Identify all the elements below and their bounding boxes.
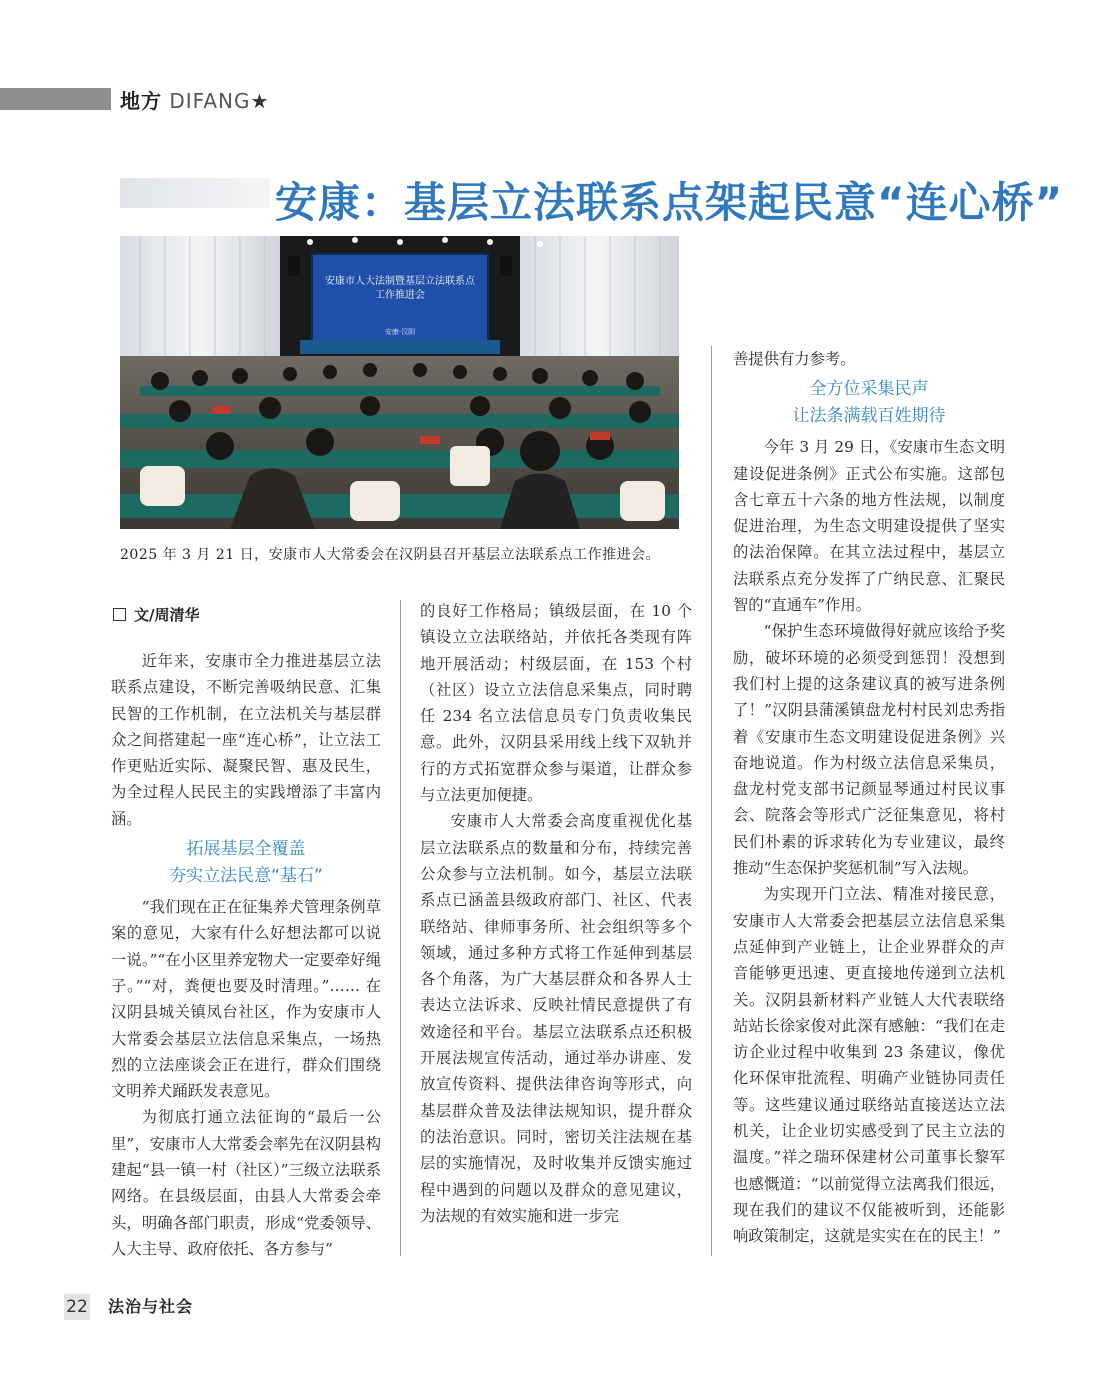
paragraph: 的良好工作格局；镇级层面，在 10 个镇设立立法联络站，并依托各类现有阵地开展活动；村级层面，在 153 个村（社区）设立立法信息采集点，同时聘任 234 名立法信息员专门负责收集民意。此外，汉阴县采用线上线下双轨并行的方式拓宽群众参与渠道，让群众参与立法更加便捷。: [420, 602, 692, 805]
paragraph: 为实现开门立法、精准对接民意，安康市人大常委会把基层立法信息采集点延伸到产业链上，让企业界群众的声音能够更迅速、更直接地传递到立法机关。汉阴县新材料产业链人大代表联络站站长徐家俊对此深有感触：“我们在走访企业过程中收集到 23 条建议，像优化环保审批流程、明确产业链协同责任等。这些建议通过联络站直接送达立法机关，让企业切实感受到了民主立法的温度。”祥之瑞环保建材公司董事长黎军也感慨道：“以前觉得立法离我们很远，现在我们的建议不仅能被听到，还能影响政策制定，这就是实实在在的民主！”: [733, 885, 1005, 1246]
author-name: 文/周清华: [134, 606, 200, 624]
paragraph: 今年 3 月 29 日，《安康市生态文明建设促进条例》正式公布实施。这部包含七章五十六条的地方性法规，以制度促进治理，为生态文明建设提供了坚实的法治保障。在其立法过程中，基层立法联系点充分发挥了广纳民意、汇聚民智的“直通车”作用。: [733, 438, 1005, 615]
section-cn: 地方: [120, 89, 162, 113]
section-bar: [0, 88, 111, 110]
paragraph: 善提供有力参考。: [733, 350, 856, 368]
subheading-2-line-1: 全方位采集民声: [809, 379, 929, 400]
column-divider: [400, 600, 401, 1256]
photo-caption: 2025 年 3 月 21 日，安康市人大常委会在汉阴县召开基层立法联系点工作推进会。: [120, 547, 661, 563]
subheading-1-line-2: 夯实立法民意“基石”: [169, 866, 323, 887]
article-title: 安康：基层立法联系点架起民意“连心桥”: [275, 178, 1064, 227]
screen-text-3: 安康·汉阴: [384, 328, 416, 336]
column-2: [420, 598, 692, 1229]
meeting-photo: [120, 236, 679, 529]
subheading-1-line-1: 拓展基层全覆盖: [186, 839, 306, 860]
column-3: [733, 346, 1005, 1250]
section-en: DIFANG: [169, 89, 251, 113]
subheading-1: [111, 836, 381, 890]
author-line: [113, 604, 199, 625]
paragraph: 近年来，安康市全力推进基层立法联系点建设，不断完善吸纳民意、汇集民智的工作机制，在立法机关与基层群众之间搭建起一座“连心桥”，让立法工作更贴近实际、凝聚民智、惠及民生，为全过程人民民主的实践增添了丰富内涵。: [111, 652, 381, 828]
subheading-2-line-2: 让法条满载百姓期待: [792, 406, 946, 427]
screen-text-2: 工作推进会: [375, 290, 425, 301]
section-label: [120, 85, 269, 114]
screen-text-1: 安康市人大法制暨基层立法联系点: [325, 276, 475, 287]
paragraph: 安康市人大常委会高度重视优化基层立法联系点的数量和分布，持续完善公众参与立法机制。如今，基层立法联系点已涵盖县级政府部门、社区、代表联络站、律师事务所、社会组织等多个领域，通过多种方式将工作延伸到基层各个角落，为广大基层群众和各界人士表达立法诉求、反映社情民意提供了有效途径和平台。基层立法联系点还积极开展法规宣传活动，通过举办讲座、发放宣传资料、提供法律咨询等形式，向基层群众普及法律法规知识，提升群众的法治意识。同时，密切关注法规在基层的实施情况，及时收集并反馈实施过程中遇到的问题以及群众的意见建议，为法规的有效实施和进一步完: [420, 812, 692, 1225]
column-1: [111, 648, 381, 1262]
paragraph: 为彻底打通立法征询的“最后一公里”，安康市人大常委会率先在汉阴县构建起“县一镇一村（社区）”三级立法联系网络。在县级层面，由县人大常委会牵头，明确各部门职责，形成“党委领导、人大主导、政府依托、各方参与”: [111, 1108, 381, 1258]
column-divider: [711, 346, 712, 1256]
photo-top-strip: [120, 178, 270, 208]
paragraph: “我们现在正在征集养犬管理条例草案的意见，大家有什么好想法都可以说一说。”“在小区里养宠物犬一定要牵好绳子。”“对，粪便也要及时清理。”…… 在汉阴县城关镇凤台社区，作为安康市人大常委会基层立法信息采集点，一场热烈的立法座谈会正在进行，群众们围绕文明养犬踊跃发表意见。: [111, 898, 381, 1101]
magazine-name: 法治与社会: [108, 1297, 194, 1316]
square-icon: [113, 608, 126, 621]
page-number: 22: [64, 1294, 90, 1320]
star-icon: ★: [250, 89, 270, 113]
paragraph: “保护生态环境做得好就应该给予奖励，破坏环境的必须受到惩罚！没想到我们村上提的这条建议真的被写进条例了！”汉阴县蒲溪镇盘龙村村民刘忠秀指着《安康市生态文明建设促进条例》兴奋地说道。作为村级立法信息采集员，盘龙村党支部书记颜显琴通过村民议事会、院落会等形式广泛征集意见，将村民们朴素的诉求转化为专业建议，最终推动“生态保护奖惩机制”写入法规。: [733, 622, 1005, 878]
subheading-2: [733, 376, 1005, 430]
